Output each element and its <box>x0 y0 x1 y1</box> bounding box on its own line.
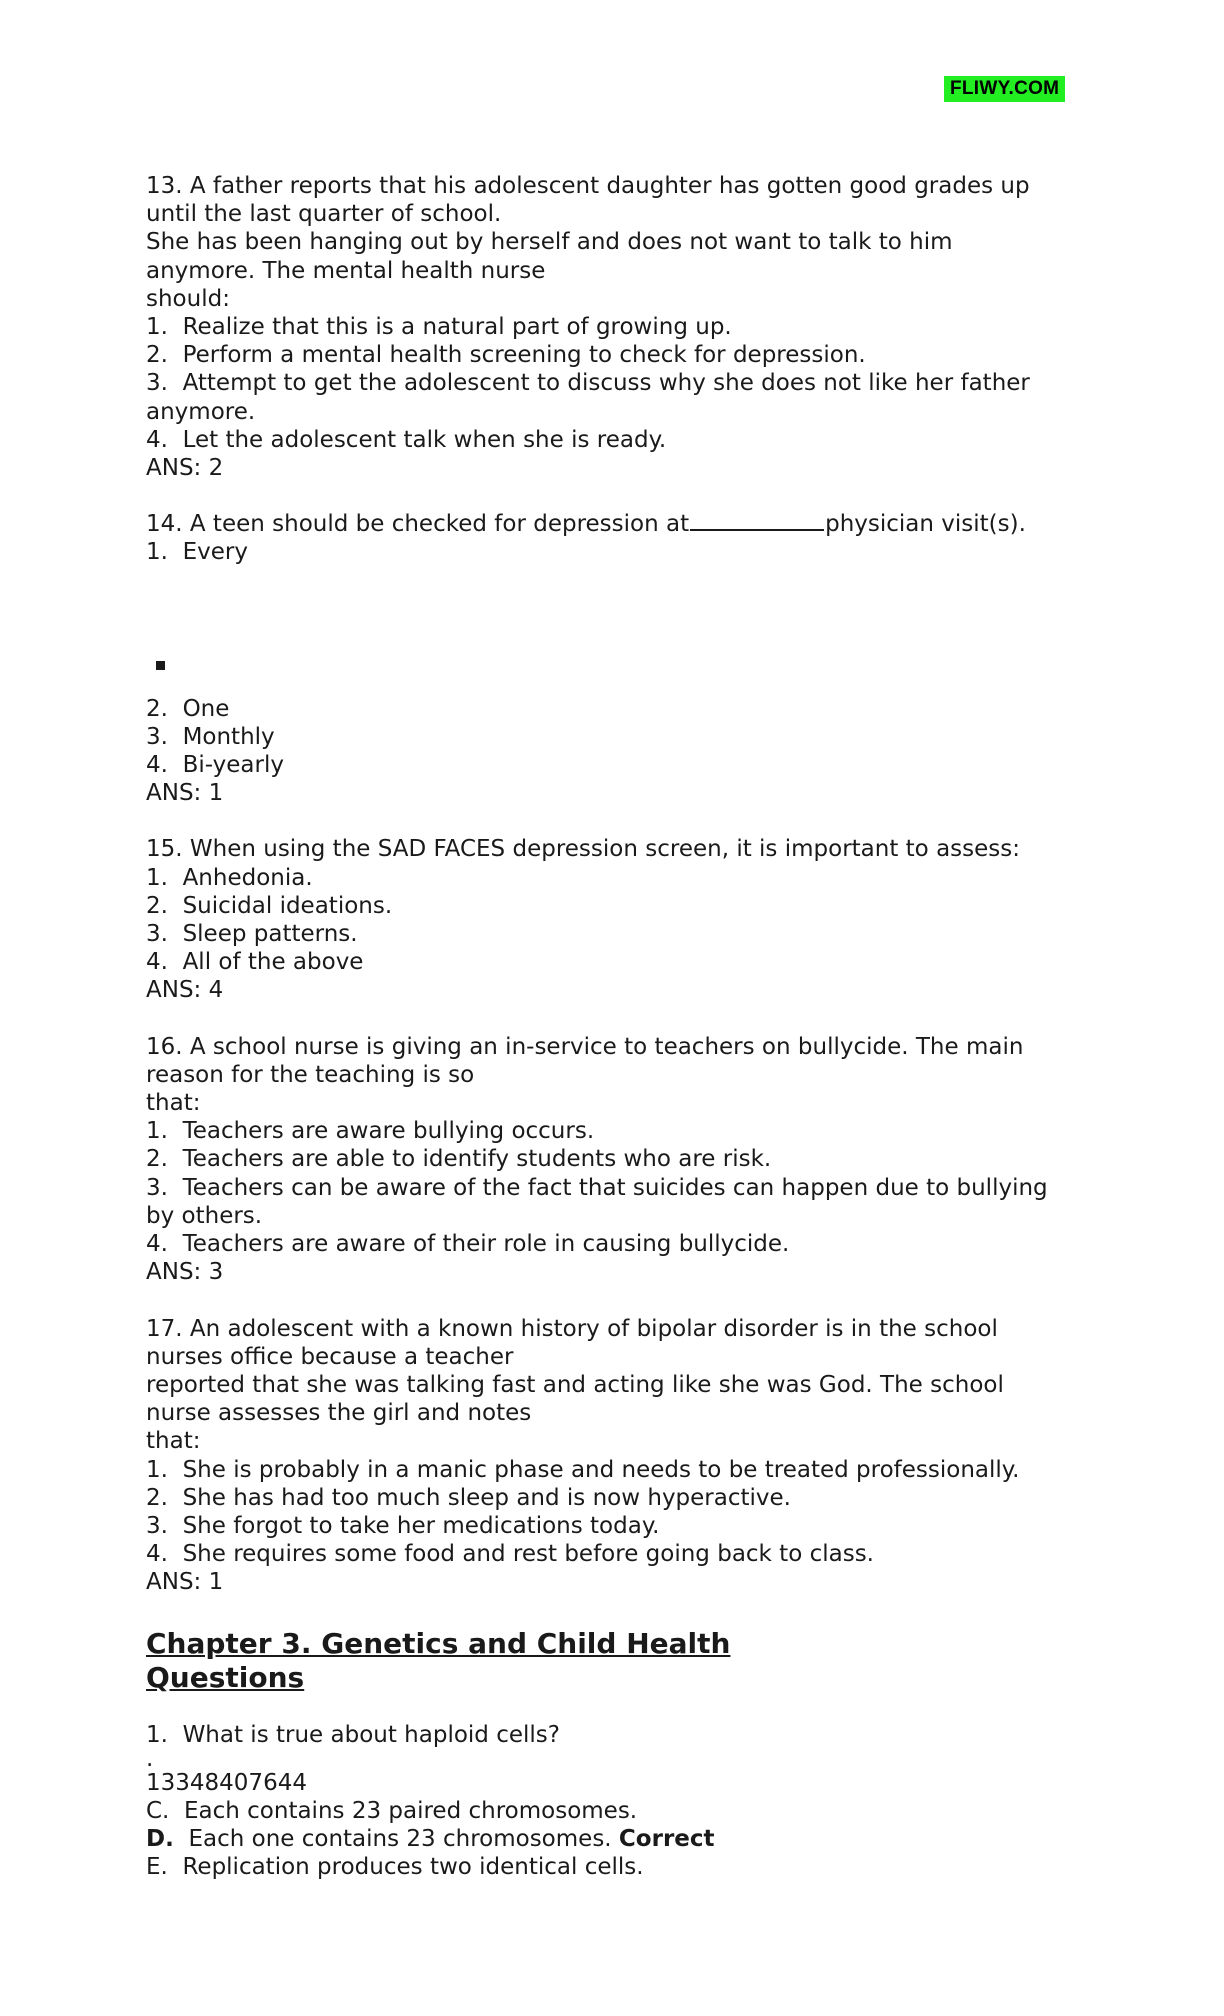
chapter3-question-1 <box>146 1721 1096 1882</box>
bullet-icon <box>156 661 165 670</box>
q14-option: 1. Every <box>146 539 248 566</box>
ch3-q1-number: 13348407644 <box>146 1769 307 1796</box>
question-15 <box>146 835 1096 1004</box>
q16-option: by others. <box>146 1202 263 1229</box>
q17-line: nurses office because a teacher <box>146 1343 514 1370</box>
q14-answer: ANS: 1 <box>146 780 224 807</box>
chapter-heading-continued: Questions <box>146 1660 305 1694</box>
q17-option: 4. She requires some food and rest before going back to class. <box>146 1541 874 1568</box>
q16-line: that: <box>146 1090 201 1117</box>
question-14 <box>146 510 1096 807</box>
q13-line: 13. A father reports that his adolescent daughter has gotten good grades up <box>146 173 1030 199</box>
chapter-heading: Chapter 3. Genetics and Child Health <box>146 1626 731 1660</box>
q14-option: 2. One <box>146 695 230 722</box>
q15-stem: 15. When using the SAD FACES depression screen, it is important to assess: <box>146 836 1020 863</box>
q16-line: reason for the teaching is so <box>146 1061 475 1088</box>
q14-stem-before: 14. A teen should be checked for depression at <box>146 511 690 538</box>
correct-marker: Correct <box>618 1826 715 1853</box>
q17-line: 17. An adolescent with a known history of bipolar disorder is in the school <box>146 1315 998 1342</box>
stray-dot: . <box>146 1745 154 1772</box>
q13-option: 2. Perform a mental health screening to check for depression. <box>146 342 866 369</box>
answer-blank <box>690 511 824 531</box>
question-13 <box>146 172 1096 482</box>
q14-option: 3. Monthly <box>146 723 275 750</box>
q15-option: 2. Suicidal ideations. <box>146 892 393 919</box>
question-17 <box>146 1315 1096 1597</box>
ch3-q1-option-e: E. Replication produces two identical cells. <box>146 1854 644 1881</box>
q13-line: She has been hanging out by herself and does not want to talk to him <box>146 229 953 256</box>
q13-option: anymore. <box>146 398 256 425</box>
q17-answer: ANS: 1 <box>146 1569 224 1596</box>
q14-stem <box>146 510 1096 538</box>
q15-option: 3. Sleep patterns. <box>146 921 358 948</box>
q13-line: until the last quarter of school. <box>146 201 502 228</box>
q17-line: that: <box>146 1428 201 1455</box>
question-16 <box>146 1033 1096 1287</box>
q14-stem-after: physician visit(s). <box>825 511 1026 538</box>
q17-option: 1. She is probably in a manic phase and needs to be treated professionally. <box>146 1456 1020 1483</box>
q16-option: 2. Teachers are able to identify students who are risk. <box>146 1146 772 1173</box>
ch3-q1-option-c: C. Each contains 23 paired chromosomes. <box>146 1797 638 1824</box>
q17-line: reported that she was talking fast and acting like she was God. The school <box>146 1371 1004 1398</box>
option-d-text: Each one contains 23 chromosomes. <box>173 1826 619 1853</box>
q16-option: 4. Teachers are aware of their role in causing bullycide. <box>146 1231 790 1258</box>
ch3-q1-option-d <box>146 1825 1096 1853</box>
q16-line: 16. A school nurse is giving an in-service to teachers on bullycide. The main <box>146 1033 1024 1060</box>
q13-line: should: <box>146 285 230 312</box>
q13-option: 4. Let the adolescent talk when she is ready. <box>146 426 667 453</box>
q17-option: 2. She has had too much sleep and is now hyperactive. <box>146 1484 791 1511</box>
q13-option: 3. Attempt to get the adolescent to discuss why she does not like her father <box>146 370 1030 397</box>
brand-badge[interactable]: FLIWY.COM <box>944 76 1065 102</box>
q16-answer: ANS: 3 <box>146 1259 224 1286</box>
q14-option: 4. Bi-yearly <box>146 752 284 779</box>
q13-answer: ANS: 2 <box>146 455 224 482</box>
q15-option: 4. All of the above <box>146 949 364 976</box>
q13-line: anymore. The mental health nurse <box>146 257 546 284</box>
q17-option: 3. She forgot to take her medications today. <box>146 1512 660 1539</box>
ch3-q1-stem: 1. What is true about haploid cells? <box>146 1721 560 1748</box>
q17-line: nurse assesses the girl and notes <box>146 1400 532 1427</box>
q16-option: 3. Teachers can be aware of the fact that suicides can happen due to bullying <box>146 1174 1048 1201</box>
q16-option: 1. Teachers are aware bullying occurs. <box>146 1118 595 1145</box>
q13-option: 1. Realize that this is a natural part of growing up. <box>146 314 732 341</box>
q15-option: 1. Anhedonia. <box>146 864 313 891</box>
document-page <box>146 0 1096 1882</box>
q15-answer: ANS: 4 <box>146 977 224 1004</box>
option-d-letter: D. <box>146 1826 174 1853</box>
